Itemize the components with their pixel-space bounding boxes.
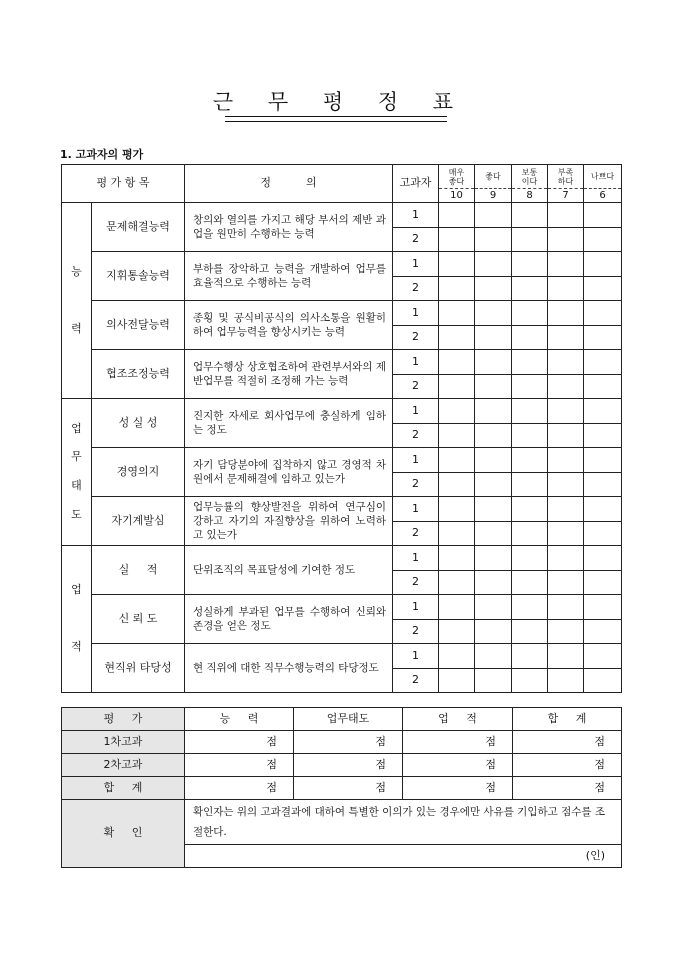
grade-score: 8 (512, 189, 548, 203)
rater-number: 2 (393, 668, 439, 693)
score-cell[interactable]: 점 (294, 754, 403, 777)
confirm-text: 확인자는 위의 고과결과에 대하여 특별한 이의가 있는 경우에만 사유를 기입하고 점수를 조절한다. (185, 800, 622, 845)
grade-check-cell[interactable] (512, 619, 548, 644)
grade-check-cell[interactable] (512, 203, 548, 228)
grade-check-cell[interactable] (439, 423, 475, 448)
grade-check-cell[interactable] (548, 472, 584, 497)
grade-check-cell[interactable] (548, 203, 584, 228)
rater-number: 1 (393, 546, 439, 571)
rater-number: 1 (393, 301, 439, 326)
score-cell[interactable]: 점 (185, 777, 294, 800)
rater-number: 1 (393, 203, 439, 228)
item-name: 협조조정능력 (92, 350, 185, 399)
grade-check-cell[interactable] (512, 252, 548, 277)
section-title: 1. 고과자의 평가 (60, 148, 144, 161)
grade-check-cell[interactable] (512, 570, 548, 595)
grade-check-cell[interactable] (584, 252, 622, 277)
item-name: 지휘통솔능력 (92, 252, 185, 301)
rater-number: 2 (393, 521, 439, 546)
rater-number: 1 (393, 252, 439, 277)
grade-check-cell[interactable] (475, 570, 512, 595)
grade-label: 부족 하다 (548, 165, 584, 189)
score-cell[interactable]: 점 (403, 731, 513, 754)
grade-score: 7 (548, 189, 584, 203)
rater-number: 1 (393, 644, 439, 669)
score-cell[interactable]: 점 (185, 754, 294, 777)
grade-check-cell[interactable] (548, 497, 584, 522)
item-name: 신 뢰 도 (92, 595, 185, 644)
row-label-total: 합 계 (62, 777, 185, 800)
score-cell[interactable]: 점 (185, 731, 294, 754)
grade-check-cell[interactable] (439, 301, 475, 326)
rater-number: 1 (393, 595, 439, 620)
rater-number: 2 (393, 472, 439, 497)
item-definition: 창의와 열의를 가지고 해당 부서의 제반 과업을 원만히 수행하는 능력 (185, 203, 393, 252)
grade-check-cell[interactable] (548, 325, 584, 350)
grade-check-cell[interactable] (475, 227, 512, 252)
grade-label: 나쁘다 (584, 165, 622, 189)
grade-check-cell[interactable] (475, 644, 512, 669)
grade-check-cell[interactable] (439, 325, 475, 350)
grade-check-cell[interactable] (512, 595, 548, 620)
grade-check-cell[interactable] (548, 374, 584, 399)
item-name: 의사전달능력 (92, 301, 185, 350)
grade-check-cell[interactable] (584, 668, 622, 693)
grade-check-cell[interactable] (512, 448, 548, 473)
grade-check-cell[interactable] (475, 472, 512, 497)
item-definition: 현 직위에 대한 직무수행능력의 타당정도 (185, 644, 393, 693)
rater-number: 2 (393, 423, 439, 448)
grade-check-cell[interactable] (439, 276, 475, 301)
evaluation-table (61, 164, 622, 693)
grade-check-cell[interactable] (439, 546, 475, 571)
category-label: 업 무 태 도 (62, 399, 92, 546)
grade-check-cell[interactable] (512, 399, 548, 424)
header-rater: 고과자 (393, 165, 439, 203)
item-name: 성 실 성 (92, 399, 185, 448)
grade-check-cell[interactable] (584, 595, 622, 620)
grade-check-cell[interactable] (475, 399, 512, 424)
grade-check-cell[interactable] (548, 276, 584, 301)
grade-check-cell[interactable] (475, 350, 512, 375)
grade-label: 좋다 (475, 165, 512, 189)
grade-check-cell[interactable] (584, 203, 622, 228)
grade-check-cell[interactable] (439, 472, 475, 497)
grade-check-cell[interactable] (475, 595, 512, 620)
grade-check-cell[interactable] (475, 374, 512, 399)
grade-check-cell[interactable] (584, 619, 622, 644)
seal-cell[interactable]: (인) (185, 845, 622, 868)
grade-check-cell[interactable] (512, 497, 548, 522)
rater-number: 2 (393, 374, 439, 399)
grade-check-cell[interactable] (548, 668, 584, 693)
grade-check-cell[interactable] (439, 350, 475, 375)
grade-check-cell[interactable] (548, 252, 584, 277)
grade-check-cell[interactable] (548, 301, 584, 326)
grade-check-cell[interactable] (548, 448, 584, 473)
grade-check-cell[interactable] (584, 301, 622, 326)
grade-check-cell[interactable] (475, 203, 512, 228)
grade-label: 매우 좋다 (439, 165, 475, 189)
header-item: 평 가 항 목 (62, 165, 185, 203)
grade-check-cell[interactable] (475, 252, 512, 277)
item-definition: 업무수행상 상호협조하여 관련부서와의 제반업무를 적절히 조정해 가는 능력 (185, 350, 393, 399)
rater-number: 1 (393, 448, 439, 473)
grade-check-cell[interactable] (475, 423, 512, 448)
grade-check-cell[interactable] (584, 423, 622, 448)
rater-number: 1 (393, 350, 439, 375)
item-definition: 성실하게 부과된 업무를 수행하여 신뢰와 존경을 얻은 정도 (185, 595, 393, 644)
rater-number: 2 (393, 227, 439, 252)
grade-check-cell[interactable] (439, 595, 475, 620)
score-cell[interactable]: 점 (403, 777, 513, 800)
summary-header-total: 합 계 (513, 708, 622, 731)
grade-check-cell[interactable] (512, 227, 548, 252)
summary-header-ability: 능 력 (185, 708, 294, 731)
page-title: 근 무 평 정 표 (212, 90, 468, 114)
item-name: 현직위 타당성 (92, 644, 185, 693)
grade-check-cell[interactable] (584, 448, 622, 473)
score-cell[interactable]: 점 (513, 731, 622, 754)
category-label: 업 적 (62, 546, 92, 693)
grade-check-cell[interactable] (548, 619, 584, 644)
grade-check-cell[interactable] (439, 570, 475, 595)
item-name: 경영의지 (92, 448, 185, 497)
summary-header-eval: 평 가 (62, 708, 185, 731)
grade-check-cell[interactable] (475, 325, 512, 350)
grade-check-cell[interactable] (548, 546, 584, 571)
score-cell[interactable]: 점 (513, 777, 622, 800)
grade-check-cell[interactable] (584, 497, 622, 522)
grade-score: 10 (439, 189, 475, 203)
score-cell[interactable]: 점 (403, 754, 513, 777)
grade-check-cell[interactable] (475, 619, 512, 644)
grade-check-cell[interactable] (439, 668, 475, 693)
item-name: 자기계발심 (92, 497, 185, 546)
grade-check-cell[interactable] (584, 227, 622, 252)
title-underline (225, 116, 447, 122)
grade-check-cell[interactable] (584, 644, 622, 669)
grade-check-cell[interactable] (475, 546, 512, 571)
grade-check-cell[interactable] (512, 276, 548, 301)
grade-check-cell[interactable] (584, 472, 622, 497)
item-definition: 진지한 자세로 회사업무에 충실하게 임하는 정도 (185, 399, 393, 448)
grade-check-cell[interactable] (584, 374, 622, 399)
header-definition: 정 의 (185, 165, 393, 203)
score-cell[interactable]: 점 (513, 754, 622, 777)
rater-number: 2 (393, 619, 439, 644)
score-cell[interactable]: 점 (294, 731, 403, 754)
item-definition: 자기 담당분야에 집착하지 않고 경영적 차원에서 문제해결에 임하고 있는가 (185, 448, 393, 497)
item-name: 실 적 (92, 546, 185, 595)
grade-check-cell[interactable] (439, 252, 475, 277)
grade-check-cell[interactable] (475, 497, 512, 522)
grade-check-cell[interactable] (512, 325, 548, 350)
rater-number: 2 (393, 276, 439, 301)
grade-check-cell[interactable] (439, 227, 475, 252)
item-definition: 단위조직의 목표달성에 기여한 정도 (185, 546, 393, 595)
row-label-second: 2차고과 (62, 754, 185, 777)
item-definition: 업무능률의 향상발전을 위하여 연구심이 강하고 자기의 자질향상을 위하여 노력하고 있는가 (185, 497, 393, 546)
grade-check-cell[interactable] (584, 350, 622, 375)
category-label: 능 력 (62, 203, 92, 399)
grade-check-cell[interactable] (584, 276, 622, 301)
summary-header-attitude: 업무태도 (294, 708, 403, 731)
rater-number: 2 (393, 570, 439, 595)
grade-check-cell[interactable] (548, 227, 584, 252)
grade-check-cell[interactable] (439, 497, 475, 522)
confirm-label: 확 인 (62, 800, 185, 868)
grade-check-cell[interactable] (548, 570, 584, 595)
grade-check-cell[interactable] (512, 668, 548, 693)
grade-check-cell[interactable] (548, 350, 584, 375)
grade-check-cell[interactable] (584, 570, 622, 595)
grade-check-cell[interactable] (548, 399, 584, 424)
grade-check-cell[interactable] (439, 644, 475, 669)
grade-label: 보통 이다 (512, 165, 548, 189)
grade-check-cell[interactable] (512, 423, 548, 448)
grade-check-cell[interactable] (512, 521, 548, 546)
grade-check-cell[interactable] (548, 521, 584, 546)
grade-check-cell[interactable] (512, 374, 548, 399)
rater-number: 1 (393, 399, 439, 424)
summary-header-performance: 업 적 (403, 708, 513, 731)
grade-check-cell[interactable] (584, 325, 622, 350)
grade-check-cell[interactable] (439, 203, 475, 228)
grade-check-cell[interactable] (475, 448, 512, 473)
grade-check-cell[interactable] (512, 472, 548, 497)
grade-check-cell[interactable] (584, 399, 622, 424)
grade-check-cell[interactable] (584, 521, 622, 546)
rater-number: 2 (393, 325, 439, 350)
row-label-first: 1차고과 (62, 731, 185, 754)
grade-check-cell[interactable] (439, 448, 475, 473)
grade-check-cell[interactable] (475, 668, 512, 693)
grade-check-cell[interactable] (548, 423, 584, 448)
rater-number: 1 (393, 497, 439, 522)
grade-check-cell[interactable] (584, 546, 622, 571)
grade-score: 9 (475, 189, 512, 203)
grade-check-cell[interactable] (548, 595, 584, 620)
grade-check-cell[interactable] (439, 374, 475, 399)
item-name: 문제해결능력 (92, 203, 185, 252)
grade-check-cell[interactable] (475, 521, 512, 546)
grade-check-cell[interactable] (439, 619, 475, 644)
grade-score: 6 (584, 189, 622, 203)
grade-check-cell[interactable] (548, 644, 584, 669)
grade-check-cell[interactable] (439, 399, 475, 424)
grade-check-cell[interactable] (475, 301, 512, 326)
grade-check-cell[interactable] (439, 521, 475, 546)
grade-check-cell[interactable] (512, 350, 548, 375)
item-definition: 종횡 및 공식비공식의 의사소통을 원활히 하여 업무능력을 향상시키는 능력 (185, 301, 393, 350)
grade-check-cell[interactable] (512, 546, 548, 571)
summary-table (61, 707, 622, 868)
item-definition: 부하를 장악하고 능력을 개발하여 업무를 효율적으로 수행하는 능력 (185, 252, 393, 301)
score-cell[interactable]: 점 (294, 777, 403, 800)
grade-check-cell[interactable] (512, 644, 548, 669)
grade-check-cell[interactable] (512, 301, 548, 326)
grade-check-cell[interactable] (475, 276, 512, 301)
